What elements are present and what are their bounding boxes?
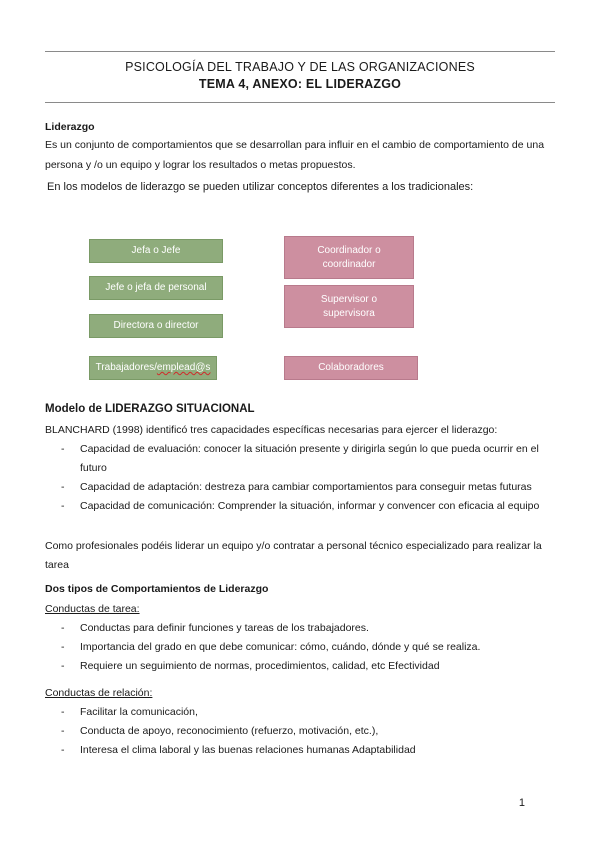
term-colaboradores bbox=[284, 356, 418, 380]
list-dash: - bbox=[61, 744, 65, 756]
list-item: - Facilitar la comunicación, bbox=[45, 703, 560, 722]
term-label: Jefe o jefa de personal bbox=[105, 282, 207, 293]
list-dash: - bbox=[61, 725, 65, 737]
tarea-list bbox=[45, 619, 560, 676]
list-dash: - bbox=[61, 500, 65, 512]
header-top-rule bbox=[45, 51, 555, 52]
term-supervisor bbox=[284, 285, 414, 328]
list-dash: - bbox=[61, 481, 65, 493]
capacidades-list bbox=[45, 440, 560, 516]
document-subtitle: TEMA 4, ANEXO: EL LIDERAZGO bbox=[198, 77, 402, 91]
list-item: - Capacidad de adaptación: destreza para cambiar comportamientos para conseguir metas futuras bbox=[45, 478, 560, 497]
page-number: 1 bbox=[518, 797, 525, 809]
list-dash: - bbox=[61, 622, 65, 634]
list-item: - Conducta de apoyo, reconocimiento (refuerzo, motivación, etc.), bbox=[45, 722, 560, 741]
situacional-heading: Modelo de LIDERAZGO SITUACIONAL bbox=[45, 403, 255, 415]
term-coordinador bbox=[284, 236, 414, 279]
list-item: - Importancia del grado en que debe comunicar: cómo, cuándo, dónde y qué se realiza. bbox=[45, 638, 560, 657]
term-label: Directora o director bbox=[113, 320, 199, 331]
list-item: - Interesa el clima laboral y las buenas relaciones humanas Adaptabilidad bbox=[45, 741, 560, 760]
term-label: Colaboradores bbox=[318, 362, 384, 373]
liderazgo-definition: Es un conjunto de comportamientos que se desarrollan para influir en el cambio de comportamiento de una persona y /o un equipo y lograr los resultados o metas propuestos. bbox=[45, 139, 545, 171]
term-director bbox=[89, 314, 223, 338]
term-jefe-personal bbox=[89, 276, 223, 300]
comportamientos-heading: Dos tipos de Comportamientos de Liderazgo bbox=[45, 583, 269, 595]
list-dash: - bbox=[61, 706, 65, 718]
list-dash: - bbox=[61, 660, 65, 672]
relacion-subheading: Conductas de relación: bbox=[45, 687, 153, 699]
tarea-subheading: Conductas de tarea: bbox=[45, 603, 140, 615]
term-label: Trabajadores/emplead@s bbox=[95, 362, 211, 373]
liderazgo-heading: Liderazgo bbox=[45, 121, 95, 133]
term-jefa-jefe bbox=[89, 239, 223, 263]
list-dash: - bbox=[61, 443, 65, 455]
list-dash: - bbox=[61, 641, 65, 653]
situacional-intro: BLANCHARD (1998) identificó tres capacidades específicas necesarias para ejercer el liderazgo: bbox=[45, 424, 498, 436]
term-label: Coordinador o coordinador bbox=[317, 244, 381, 270]
list-item: - Requiere un seguimiento de normas, procedimientos, calidad, etc Efectividad bbox=[45, 657, 560, 676]
relacion-list bbox=[45, 703, 560, 760]
models-intro: En los modelos de liderazgo se pueden utilizar conceptos diferentes a los tradicionales: bbox=[47, 181, 474, 193]
term-label: Jefa o Jefe bbox=[131, 245, 181, 256]
spellcheck-squiggle-word: emplead@s bbox=[156, 362, 211, 373]
document-title: PSICOLOGÍA DEL TRABAJO Y DE LAS ORGANIZACIONES bbox=[125, 60, 475, 74]
term-trabajadores bbox=[89, 356, 217, 380]
list-item: - Conductas para definir funciones y tareas de los trabajadores. bbox=[45, 619, 560, 638]
list-item: - Capacidad de comunicación: Comprender la situación, informar y convencer con eficacia al equipo bbox=[45, 497, 560, 516]
term-label: Supervisor o supervisora bbox=[320, 293, 378, 319]
header-bottom-rule bbox=[45, 102, 555, 103]
list-item: - Capacidad de evaluación: conocer la situación presente y dirigirla según lo que pueda ocurrir en el futuro bbox=[45, 440, 560, 478]
situacional-closing: Como profesionales podéis liderar un equipo y/o contratar a personal técnico especializado para realizar la tarea bbox=[45, 540, 542, 571]
